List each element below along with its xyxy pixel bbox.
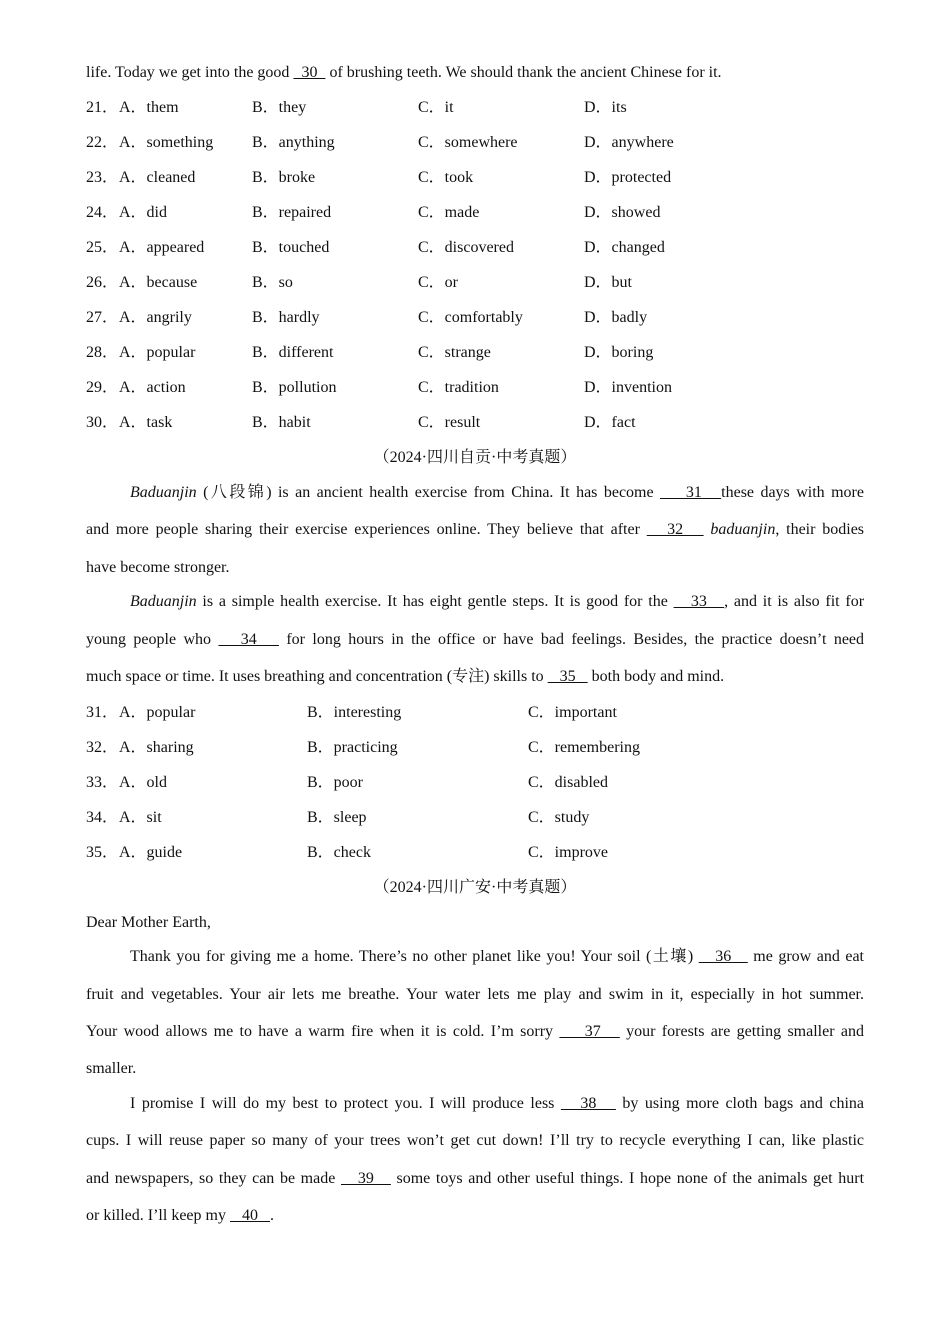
paragraph-line (130, 946, 864, 968)
blank-32: 32 (646, 521, 704, 538)
option-d: D．fact (584, 414, 636, 431)
option-c: C．improve (528, 844, 608, 861)
option-b: B．they (252, 99, 307, 116)
paragraph-line (130, 591, 864, 613)
option-b: B．interesting (307, 704, 402, 721)
option-a: A．because (119, 274, 198, 291)
text: is a simple health exercise. It has eight gentle steps. It is good for the (196, 593, 674, 610)
option-c: C．important (528, 704, 617, 721)
option-b: B．different (252, 344, 334, 361)
text: . (269, 1207, 274, 1224)
option-d: D．but (584, 274, 633, 291)
text: your forests are getting smaller and (619, 1023, 864, 1040)
option-a: A．task (119, 414, 173, 431)
option-d: D．boring (584, 344, 654, 361)
question-row (86, 132, 864, 154)
blank-33: 33 (673, 593, 725, 610)
passage1-last-line (86, 62, 864, 84)
question-number: 31． (86, 704, 119, 721)
source-label-guangan: （2024·四川广安·中考真题） (373, 879, 577, 896)
option-c: C．or (418, 274, 459, 291)
text: young people who (86, 631, 219, 648)
text: life. Today we get into the good (86, 64, 294, 81)
text: by using more cloth bags and china (615, 1095, 865, 1112)
question-number: 30． (86, 414, 119, 431)
question-number: 21． (86, 99, 119, 116)
text: (八段锦) is an ancient health exercise from China. It has become (196, 484, 661, 501)
blank-36: 36 (698, 948, 748, 965)
question-row (86, 772, 864, 794)
option-d: D．showed (584, 204, 661, 221)
question-number: 34． (86, 809, 119, 826)
question-row (86, 202, 864, 224)
question-number: 22． (86, 134, 119, 151)
text: both body and mind. (587, 668, 725, 685)
option-a: A．did (119, 204, 168, 221)
option-d: D．protected (584, 169, 672, 186)
option-b: B．hardly (252, 309, 320, 326)
option-c: C．study (528, 809, 590, 826)
paragraph-line (86, 666, 864, 688)
text: of brushing teeth. We should thank the ancient Chinese for it. (325, 64, 722, 81)
paragraph-line (86, 1021, 864, 1043)
text: much space or time. It uses breathing and concentration (专注) skills to (86, 668, 548, 685)
paragraph-line (86, 629, 864, 651)
question-row (86, 377, 864, 399)
option-c: C．made (418, 204, 480, 221)
option-a: A．sit (119, 809, 162, 826)
option-a: A．popular (119, 704, 196, 721)
text: or killed. I’ll keep my (86, 1207, 230, 1224)
question-row (86, 842, 864, 864)
question-number: 23． (86, 169, 119, 186)
text-italic: Baduanjin (130, 484, 197, 501)
option-a: A．guide (119, 844, 183, 861)
option-a: A．popular (119, 344, 196, 361)
paragraph-line: fruit and vegetables. Your air lets me breathe. Your water lets me play and swim in it, especially in hot summer. (86, 986, 864, 1003)
question-number: 35． (86, 844, 119, 861)
option-c: C．took (418, 169, 474, 186)
text: I promise I will do my best to protect you. I will produce less (130, 1095, 561, 1112)
option-d: D．changed (584, 239, 665, 256)
option-c: C．it (418, 99, 454, 116)
option-a: A．angrily (119, 309, 192, 326)
text: these days with more (721, 484, 864, 501)
paragraph-line: have become stronger. (86, 559, 230, 576)
text: , their bodies (775, 521, 865, 538)
option-a: A．appeared (119, 239, 205, 256)
question-row (86, 272, 864, 294)
option-c: C．strange (418, 344, 491, 361)
option-a: A．them (119, 99, 179, 116)
question-number: 25． (86, 239, 119, 256)
option-b: B．poor (307, 774, 364, 791)
option-c: C．remembering (528, 739, 640, 756)
text: for long hours in the office or have bad feelings. Besides, the practice doesn’t need (278, 631, 865, 648)
paragraph-line: smaller. (86, 1060, 137, 1077)
question-number: 24． (86, 204, 119, 221)
option-b: B．touched (252, 239, 330, 256)
question-number: 28． (86, 344, 119, 361)
blank-40: 40 (229, 1207, 270, 1224)
letter-greeting: Dear Mother Earth, (86, 914, 211, 931)
option-b: B．pollution (252, 379, 337, 396)
text-italic: Baduanjin (130, 593, 197, 610)
question-row (86, 307, 864, 329)
option-b: B．broke (252, 169, 316, 186)
paragraph-line (130, 482, 864, 504)
option-a: A．action (119, 379, 186, 396)
option-c: C．somewhere (418, 134, 518, 151)
blank-30: 30 (293, 64, 326, 81)
paragraph-line (86, 519, 864, 541)
blank-39: 39 (340, 1170, 391, 1187)
blank-35: 35 (547, 668, 588, 685)
question-row (86, 412, 864, 434)
option-d: D．its (584, 99, 627, 116)
text: , and it is also fit for (724, 593, 865, 610)
text: and newspapers, so they can be made (86, 1170, 341, 1187)
option-a: A．cleaned (119, 169, 196, 186)
option-b: B．sleep (307, 809, 367, 826)
text: Thank you for giving me a home. There’s no other planet like you! Your soil (土壤) (130, 948, 699, 965)
blank-37: 37 (559, 1023, 620, 1040)
question-row (86, 807, 864, 829)
option-b: B．check (307, 844, 371, 861)
paragraph-line (86, 1205, 864, 1227)
question-row (86, 167, 864, 189)
option-a: A．old (119, 774, 168, 791)
option-b: B．so (252, 274, 293, 291)
question-row (86, 237, 864, 259)
option-b: B．repaired (252, 204, 332, 221)
option-d: D．badly (584, 309, 648, 326)
question-number: 32． (86, 739, 119, 756)
text: me grow and eat (747, 948, 864, 965)
option-b: B．anything (252, 134, 335, 151)
question-row (86, 737, 864, 759)
blank-38: 38 (560, 1095, 616, 1112)
option-b: B．practicing (307, 739, 398, 756)
blank-34: 34 (218, 631, 279, 648)
question-row (86, 342, 864, 364)
option-c: C．discovered (418, 239, 514, 256)
option-a: A．sharing (119, 739, 194, 756)
option-a: A．something (119, 134, 214, 151)
question-row (86, 97, 864, 119)
text-italic: baduanjin (710, 521, 776, 538)
question-number: 27． (86, 309, 119, 326)
option-c: C．tradition (418, 379, 499, 396)
option-d: D．invention (584, 379, 672, 396)
option-d: D．anywhere (584, 134, 674, 151)
question-number: 26． (86, 274, 119, 291)
paragraph-line: cups. I will reuse paper so many of your trees won’t get cut down! I’ll try to recycle everything I can, like plastic (86, 1132, 864, 1149)
source-label-zigong: （2024·四川自贡·中考真题） (373, 449, 577, 466)
option-b: B．habit (252, 414, 311, 431)
paragraph-line (130, 1093, 864, 1115)
text: and more people sharing their exercise experiences online. They believe that after (86, 521, 647, 538)
question-number: 29． (86, 379, 119, 396)
question-row (86, 702, 864, 724)
text: some toys and other useful things. I hope none of the animals get hurt (390, 1170, 865, 1187)
paragraph-line (86, 1168, 864, 1190)
option-c: C．result (418, 414, 481, 431)
question-number: 33． (86, 774, 119, 791)
blank-31: 31 (660, 484, 722, 501)
option-c: C．disabled (528, 774, 608, 791)
option-c: C．comfortably (418, 309, 523, 326)
text: Your wood allows me to have a warm fire when it is cold. I’m sorry (86, 1023, 560, 1040)
